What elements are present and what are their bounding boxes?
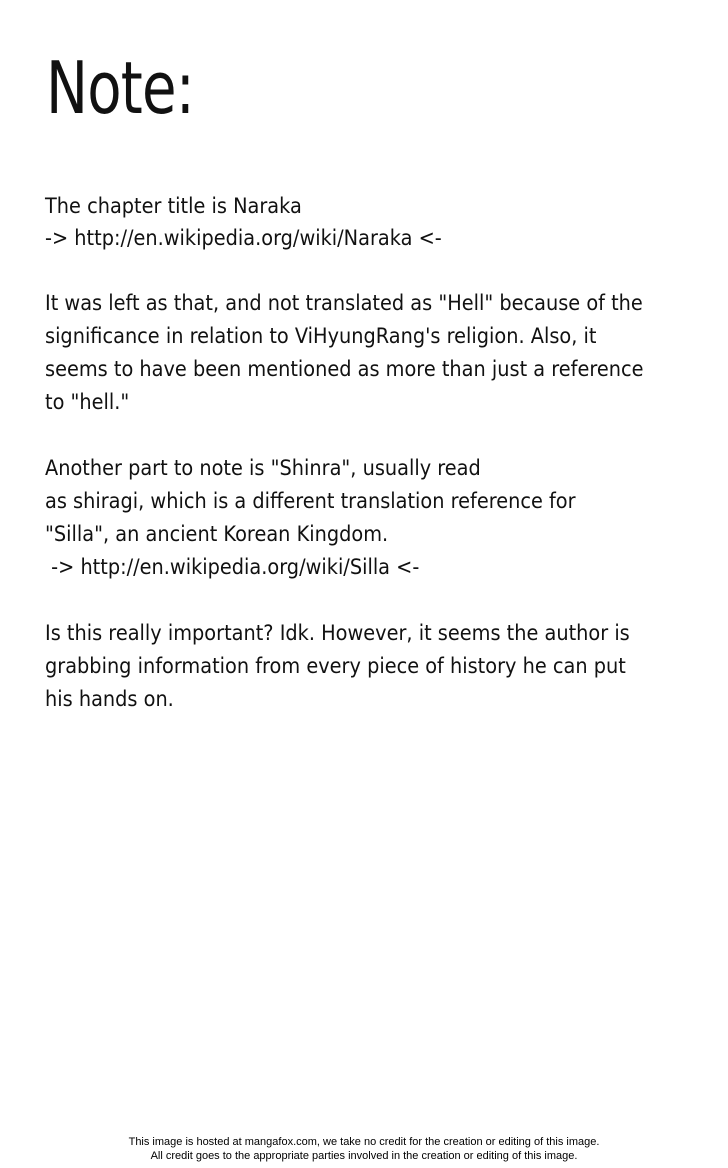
text-line: "Silla", an ancient Korean Kingdom.	[45, 522, 389, 546]
footer-line-2: All credit goes to the appropriate parties involved in the creation or editing of this image.	[150, 1150, 578, 1162]
text-line: to "hell."	[45, 390, 130, 414]
text-line: grabbing information from every piece of history he can put	[45, 654, 626, 678]
text-line: Is this really important? Idk. However, it seems the author is	[45, 621, 630, 645]
text-line: It was left as that, and not translated as "Hell" because of the	[45, 291, 643, 315]
text-line: significance in relation to ViHyungRang's religion. Also, it	[45, 324, 597, 348]
text-line: The chapter title is Naraka	[45, 194, 302, 218]
footer-line-1: This image is hosted at mangafox.com, we take no credit for the creation or editing of this image.	[128, 1136, 600, 1148]
text-line: as shiragi, which is a different translation reference for	[45, 489, 576, 513]
text-line: Another part to note is "Shinra", usually read	[45, 456, 481, 480]
silla-link[interactable]: -> http://en.wikipedia.org/wiki/Silla <-	[45, 555, 420, 579]
naraka-link[interactable]: -> http://en.wikipedia.org/wiki/Naraka <-	[45, 226, 442, 250]
text-line: seems to have been mentioned as more than just a reference	[45, 357, 644, 381]
text-line: his hands on.	[45, 687, 174, 711]
page-title: Note:	[46, 46, 194, 130]
